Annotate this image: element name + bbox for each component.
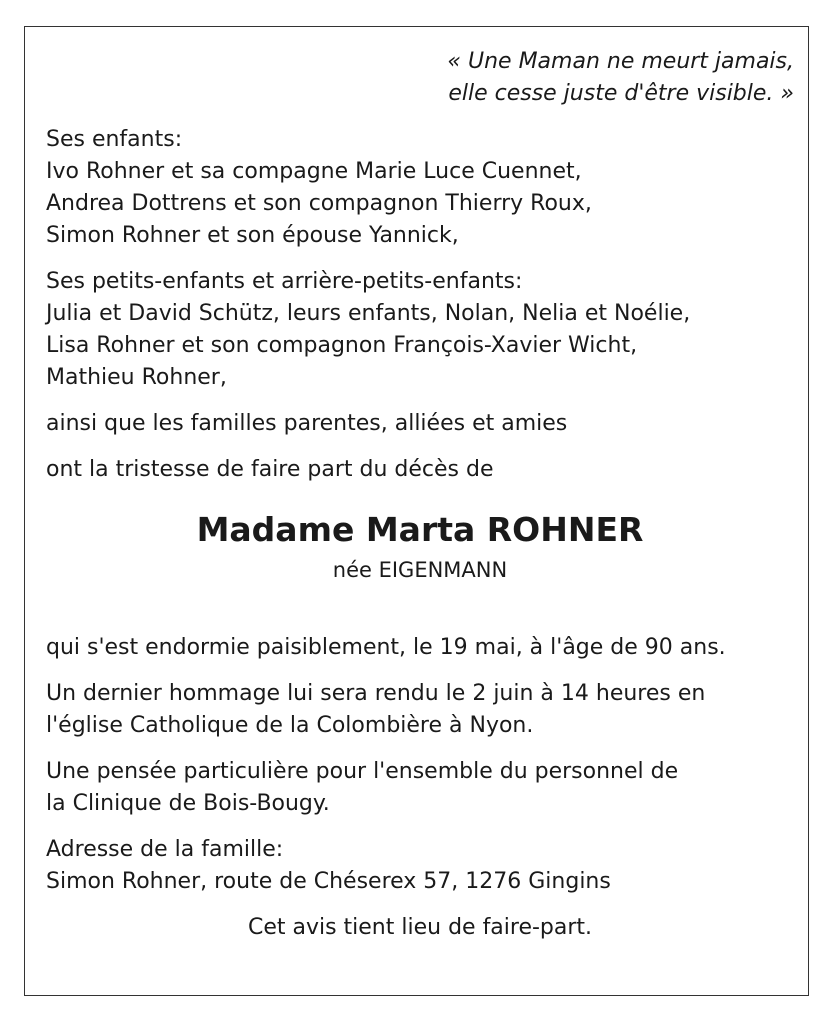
thanks-line-2: la Clinique de Bois-Bougy. (46, 791, 330, 816)
spacer (46, 586, 794, 632)
thanks-section (46, 756, 794, 820)
thanks-line-1: Une pensée particulière pour l'ensemble du personnel de (46, 759, 679, 784)
grandchildren-heading: Ses petits-enfants et arrière-petits-enfants: (46, 269, 523, 294)
address-heading: Adresse de la famille: (46, 837, 284, 862)
deceased-name: Madame Marta ROHNER (196, 510, 644, 549)
children-line: Andrea Dottrens et son compagnon Thierry Roux, (46, 191, 592, 216)
maiden-name: née EIGENMANN (332, 558, 508, 582)
epigraph-quote (46, 46, 794, 110)
quote-line-1: « Une Maman ne meurt jamais, (447, 49, 794, 74)
closing-note: Cet avis tient lieu de faire-part. (247, 915, 593, 940)
grandchildren-line: Julia et David Schütz, leurs enfants, Nolan, Nelia et Noélie, (46, 301, 691, 326)
grandchildren-section (46, 266, 794, 394)
children-line: Ivo Rohner et sa compagne Marie Luce Cuennet, (46, 159, 582, 184)
children-heading: Ses enfants: (46, 127, 183, 152)
announcement-line: ont la tristesse de faire part du décès de (46, 457, 494, 482)
ceremony-section (46, 678, 794, 742)
address-section (46, 834, 794, 898)
children-section (46, 124, 794, 252)
ceremony-line-2: l'église Catholique de la Colombière à Nyon. (46, 713, 534, 738)
grandchildren-line: Lisa Rohner et son compagnon François-Xavier Wicht, (46, 333, 638, 358)
address-line: Simon Rohner, route de Chéserex 57, 1276 Gingins (46, 869, 611, 894)
death-text: qui s'est endormie paisiblement, le 19 mai, à l'âge de 90 ans. (46, 635, 726, 660)
grandchildren-line: Mathieu Rohner, (46, 365, 227, 390)
quote-line-2: elle cesse juste d'être visible. » (448, 81, 794, 106)
families-line: ainsi que les familles parentes, alliées et amies (46, 411, 568, 436)
deceased-name-block (46, 508, 794, 586)
obituary-notice (46, 46, 794, 944)
children-line: Simon Rohner et son épouse Yannick, (46, 223, 459, 248)
ceremony-line-1: Un dernier hommage lui sera rendu le 2 juin à 14 heures en (46, 681, 706, 706)
